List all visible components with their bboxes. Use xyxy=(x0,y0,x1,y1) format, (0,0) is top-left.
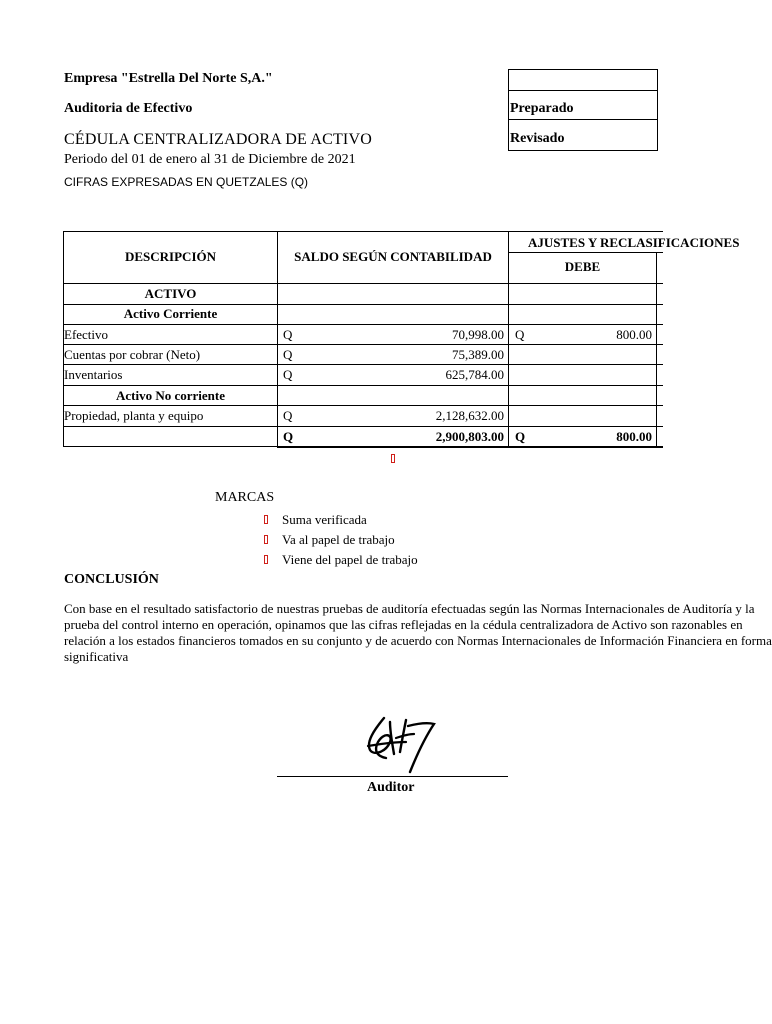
mark-item: Suma verificada xyxy=(282,512,367,527)
table-border-top xyxy=(63,231,663,232)
prepared-label: Preparado xyxy=(510,101,574,116)
verified-sum-mark-icon xyxy=(391,454,395,463)
mark-item: Viene del papel de trabajo xyxy=(282,552,418,567)
column-header-description: DESCRIPCIÓN xyxy=(124,249,216,264)
currency-symbol: Q xyxy=(283,327,293,342)
conclusion-line: Con base en el resultado satisfactorio de nuestras pruebas de auditoría efectuadas según las Normas Internacionales de Auditoría y la xyxy=(64,601,755,616)
total-double-line xyxy=(277,446,663,448)
section-activo-corriente: Activo Corriente xyxy=(123,306,218,321)
goes-to-workpaper-mark-icon xyxy=(264,535,268,544)
table-line xyxy=(63,385,663,386)
row-description: Propiedad, planta y equipo xyxy=(64,408,204,423)
currency-symbol: Q xyxy=(283,367,293,382)
row-description: Inventarios xyxy=(64,367,123,382)
table-line xyxy=(63,426,663,427)
row-description: Cuentas por cobrar (Neto) xyxy=(64,347,201,362)
audit-title: Auditoria de Efectivo xyxy=(64,101,193,116)
company-name: Empresa "Estrella Del Norte S,A." xyxy=(64,71,273,86)
table-line xyxy=(63,324,663,325)
currency-symbol: Q xyxy=(283,408,293,423)
row-debit: 800.00 xyxy=(616,327,652,342)
table-line xyxy=(63,283,663,284)
mark-item: Va al papel de trabajo xyxy=(282,532,395,547)
conclusion-line: relación a los estados financieros tomados en su conjunto y de acuerdo con Normas Internacionales de Información Financiera en forma xyxy=(64,633,772,648)
row-balance: 625,784.00 xyxy=(445,367,504,382)
handwritten-signature xyxy=(360,712,440,778)
table-line xyxy=(63,344,663,345)
section-activo: ACTIVO xyxy=(144,286,197,301)
column-header-balance: SALDO SEGÚN CONTABILIDAD xyxy=(294,249,492,264)
comes-from-workpaper-mark-icon xyxy=(264,555,268,564)
total-balance: 2,900,803.00 xyxy=(435,429,504,444)
section-activo-no-corriente: Activo No corriente xyxy=(115,388,225,403)
marks-title: MARCAS xyxy=(215,490,275,505)
column-header-debit: DEBE xyxy=(564,259,601,274)
table-line xyxy=(63,364,663,365)
signature-line xyxy=(277,776,508,777)
table-line xyxy=(63,405,663,406)
table-line xyxy=(63,304,663,305)
reviewed-label: Revisado xyxy=(510,131,565,146)
period-text: Periodo del 01 de enero al 31 de Diciembre de 2021 xyxy=(64,152,356,167)
table-line xyxy=(508,252,663,253)
currency-symbol: Q xyxy=(515,327,525,342)
currency-symbol: Q xyxy=(283,347,293,362)
sum-verified-mark-icon xyxy=(264,515,268,524)
cedula-title: CÉDULA CENTRALIZADORA DE ACTIVO xyxy=(64,131,372,148)
row-description: Efectivo xyxy=(64,327,109,342)
currency-symbol: Q xyxy=(515,429,526,444)
conclusion-line: significativa xyxy=(64,649,129,664)
conclusion-title: CONCLUSIÓN xyxy=(64,572,159,587)
total-debit: 800.00 xyxy=(616,429,652,444)
column-header-adjustments: AJUSTES Y RECLASIFICACIONES xyxy=(528,235,740,250)
conclusion-line: prueba del control interno en operación, opinamos que las cifras reflejadas en la cédula centralizadora de Activo son razonables en xyxy=(64,617,743,632)
auditor-label: Auditor xyxy=(367,780,415,795)
table-line xyxy=(656,252,657,447)
signoff-box-top xyxy=(508,69,658,91)
currency-symbol: Q xyxy=(283,429,294,444)
row-balance: 2,128,632.00 xyxy=(435,408,504,423)
row-balance: 75,389.00 xyxy=(452,347,504,362)
row-balance: 70,998.00 xyxy=(452,327,504,342)
currency-note: CIFRAS EXPRESADAS EN QUETZALES (Q) xyxy=(64,175,309,189)
